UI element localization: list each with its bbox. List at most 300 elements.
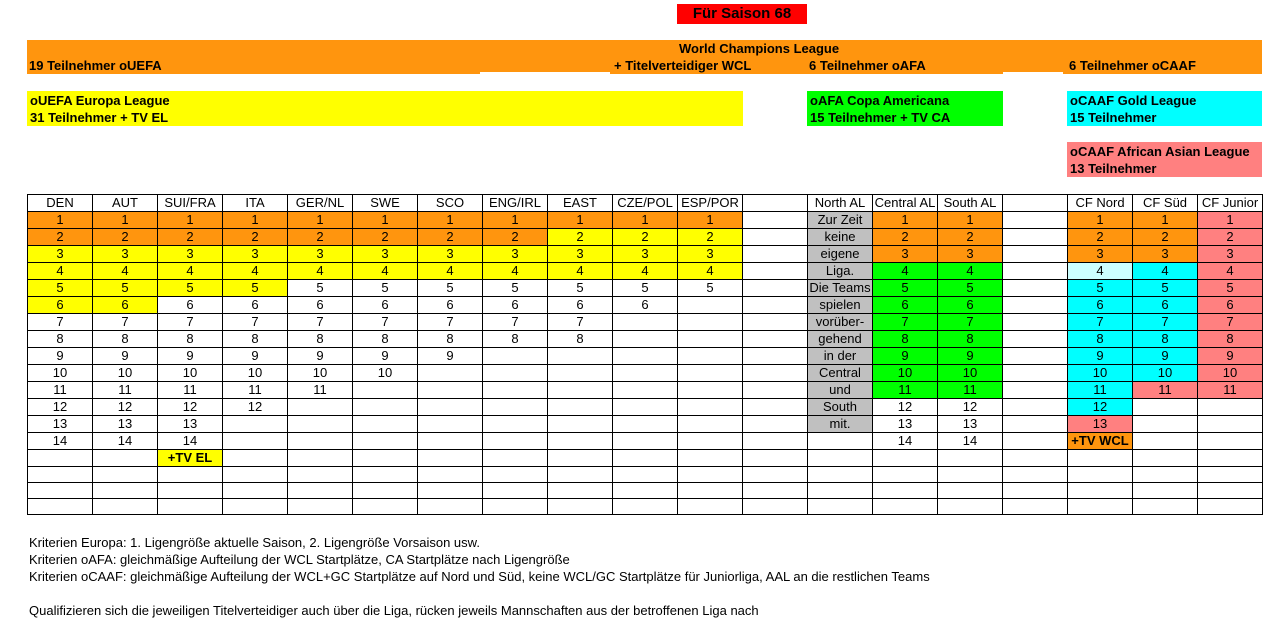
spacer-cell bbox=[743, 212, 808, 229]
europe-slot-cell: 3 bbox=[483, 246, 548, 263]
south-al-cell: 3 bbox=[938, 246, 1003, 263]
europe-slot-cell: 2 bbox=[28, 229, 93, 246]
europe-slot-cell: 4 bbox=[223, 263, 288, 280]
europe-slot-cell bbox=[353, 433, 418, 450]
europe-slot-cell bbox=[93, 483, 158, 499]
spacer-cell bbox=[1003, 331, 1068, 348]
europe-slot-cell bbox=[28, 499, 93, 515]
europe-slot-cell bbox=[93, 467, 158, 483]
copa-americana-title: oAFA Copa Americana bbox=[810, 93, 950, 108]
central-al-cell: 10 bbox=[873, 365, 938, 382]
europe-slot-cell bbox=[613, 365, 678, 382]
cf-nord-cell: 6 bbox=[1068, 297, 1133, 314]
cf-sued-cell: 7 bbox=[1133, 314, 1198, 331]
europe-slot-cell bbox=[158, 499, 223, 515]
europe-slot-cell: 6 bbox=[93, 297, 158, 314]
europe-slot-cell: 11 bbox=[223, 382, 288, 399]
europe-slot-cell: 1 bbox=[223, 212, 288, 229]
europe-slot-cell: 10 bbox=[158, 365, 223, 382]
cf-nord-cell: 2 bbox=[1068, 229, 1133, 246]
europe-slot-cell bbox=[548, 365, 613, 382]
europe-slot-cell bbox=[418, 450, 483, 467]
north-al-cell bbox=[808, 467, 873, 483]
europe-slot-cell bbox=[613, 483, 678, 499]
europe-slot-cell bbox=[483, 450, 548, 467]
table-row bbox=[28, 280, 1263, 297]
europe-slot-cell bbox=[353, 382, 418, 399]
europe-slot-cell: 13 bbox=[158, 416, 223, 433]
spacer-cell bbox=[743, 246, 808, 263]
europe-slot-cell bbox=[548, 348, 613, 365]
column-header: ESP/POR bbox=[678, 195, 743, 212]
central-al-cell bbox=[873, 467, 938, 483]
europe-slot-cell bbox=[613, 382, 678, 399]
europe-slot-cell: 8 bbox=[158, 331, 223, 348]
europe-slot-cell bbox=[483, 433, 548, 450]
table-row bbox=[28, 263, 1263, 280]
note-criteria-afa: Kriterien oAFA: gleichmäßige Aufteilung der WCL Startplätze, CA Startplätze nach Ligengröße bbox=[29, 552, 570, 567]
cf-junior-cell: 3 bbox=[1198, 246, 1263, 263]
cf-sued-cell bbox=[1133, 467, 1198, 483]
europe-slot-cell bbox=[353, 499, 418, 515]
europe-slot-cell: 1 bbox=[353, 212, 418, 229]
spacer-cell bbox=[743, 263, 808, 280]
europe-slot-cell: 6 bbox=[28, 297, 93, 314]
europe-slot-cell: 4 bbox=[483, 263, 548, 280]
cf-sued-cell: 9 bbox=[1133, 348, 1198, 365]
column-header: DEN bbox=[28, 195, 93, 212]
europe-slot-cell: 5 bbox=[548, 280, 613, 297]
europe-slot-cell: 12 bbox=[158, 399, 223, 416]
north-al-cell bbox=[808, 499, 873, 515]
europe-slot-cell: 14 bbox=[158, 433, 223, 450]
europe-slot-cell bbox=[288, 433, 353, 450]
note-criteria-europe: Kriterien Europa: 1. Ligengröße aktuelle Saison, 2. Ligengröße Vorsaison usw. bbox=[29, 535, 480, 550]
europe-slot-cell bbox=[483, 348, 548, 365]
europe-slot-cell bbox=[613, 450, 678, 467]
spacer-cell bbox=[743, 467, 808, 483]
europe-slot-cell: 9 bbox=[93, 348, 158, 365]
cf-junior-cell: 11 bbox=[1198, 382, 1263, 399]
table-row bbox=[28, 399, 1263, 416]
cf-nord-cell: 11 bbox=[1068, 382, 1133, 399]
spacer-cell bbox=[743, 416, 808, 433]
europe-slot-cell bbox=[288, 483, 353, 499]
central-al-cell: 13 bbox=[873, 416, 938, 433]
europe-slot-cell: 14 bbox=[93, 433, 158, 450]
table-row bbox=[28, 382, 1263, 399]
cf-junior-cell: 6 bbox=[1198, 297, 1263, 314]
spacer-cell bbox=[1003, 229, 1068, 246]
europe-slot-cell bbox=[548, 499, 613, 515]
north-al-cell: mit. bbox=[808, 416, 873, 433]
europe-slot-cell: 10 bbox=[93, 365, 158, 382]
europe-slot-cell: 8 bbox=[288, 331, 353, 348]
europe-slot-cell: 1 bbox=[613, 212, 678, 229]
spacer-cell bbox=[1003, 416, 1068, 433]
spacer-cell bbox=[743, 450, 808, 467]
europe-slot-cell: 4 bbox=[548, 263, 613, 280]
europe-slot-cell bbox=[613, 314, 678, 331]
central-al-cell: 3 bbox=[873, 246, 938, 263]
europe-slot-cell: 4 bbox=[353, 263, 418, 280]
column-header bbox=[1003, 195, 1068, 212]
europe-slot-cell: 5 bbox=[28, 280, 93, 297]
table-row bbox=[28, 246, 1263, 263]
cf-junior-cell bbox=[1198, 450, 1263, 467]
column-header: SCO bbox=[418, 195, 483, 212]
europe-slot-cell: 2 bbox=[418, 229, 483, 246]
europe-slot-cell: 9 bbox=[353, 348, 418, 365]
cf-junior-cell: 1 bbox=[1198, 212, 1263, 229]
europe-slot-cell bbox=[418, 365, 483, 382]
table-header-row bbox=[28, 195, 1263, 212]
column-header: EAST bbox=[548, 195, 613, 212]
spacer-cell bbox=[1003, 348, 1068, 365]
europe-slot-cell: 2 bbox=[548, 229, 613, 246]
spacer-cell bbox=[743, 348, 808, 365]
europe-slot-cell: 4 bbox=[288, 263, 353, 280]
african-asian-league-title: oCAAF African Asian League bbox=[1070, 144, 1250, 159]
europe-slot-cell bbox=[678, 433, 743, 450]
cf-junior-cell bbox=[1198, 483, 1263, 499]
south-al-cell bbox=[938, 483, 1003, 499]
europe-slot-cell: 12 bbox=[93, 399, 158, 416]
spacer-cell bbox=[743, 314, 808, 331]
central-al-cell: 9 bbox=[873, 348, 938, 365]
north-al-cell: und bbox=[808, 382, 873, 399]
cf-nord-cell bbox=[1068, 483, 1133, 499]
table-row bbox=[28, 229, 1263, 246]
north-al-cell: South bbox=[808, 399, 873, 416]
europe-slot-cell: 9 bbox=[158, 348, 223, 365]
europe-slot-cell: 7 bbox=[483, 314, 548, 331]
europe-slot-cell bbox=[678, 365, 743, 382]
spacer-cell bbox=[1003, 499, 1068, 515]
wcl-caaf-participants: 6 Teilnehmer oCAAF bbox=[1069, 58, 1196, 73]
spacer-cell bbox=[743, 229, 808, 246]
europe-slot-cell bbox=[353, 399, 418, 416]
south-al-cell: 14 bbox=[938, 433, 1003, 450]
europe-slot-cell: 2 bbox=[678, 229, 743, 246]
europe-slot-cell bbox=[223, 416, 288, 433]
north-al-cell: in der bbox=[808, 348, 873, 365]
europe-slot-cell bbox=[28, 467, 93, 483]
cf-nord-cell: 9 bbox=[1068, 348, 1133, 365]
column-header: ENG/IRL bbox=[483, 195, 548, 212]
europe-slot-cell: 1 bbox=[28, 212, 93, 229]
europe-slot-cell: 3 bbox=[418, 246, 483, 263]
europe-slot-cell: 5 bbox=[353, 280, 418, 297]
spacer-cell bbox=[1003, 263, 1068, 280]
europe-slot-cell: 3 bbox=[288, 246, 353, 263]
cf-junior-cell: 9 bbox=[1198, 348, 1263, 365]
europe-slot-cell: 6 bbox=[613, 297, 678, 314]
south-al-cell: 4 bbox=[938, 263, 1003, 280]
north-al-cell: Liga. bbox=[808, 263, 873, 280]
cf-junior-cell: 7 bbox=[1198, 314, 1263, 331]
south-al-cell: 10 bbox=[938, 365, 1003, 382]
north-al-cell: spielen bbox=[808, 297, 873, 314]
north-al-cell: vorüber- bbox=[808, 314, 873, 331]
column-header: CF Junior bbox=[1198, 195, 1263, 212]
europe-slot-cell: 13 bbox=[28, 416, 93, 433]
europe-slot-cell: 5 bbox=[223, 280, 288, 297]
cf-junior-cell bbox=[1198, 467, 1263, 483]
cf-sued-cell: 10 bbox=[1133, 365, 1198, 382]
europe-slot-cell: 4 bbox=[613, 263, 678, 280]
copa-americana-box bbox=[807, 91, 1003, 126]
table-row bbox=[28, 467, 1263, 483]
europe-slot-cell bbox=[483, 416, 548, 433]
cf-nord-cell: 3 bbox=[1068, 246, 1133, 263]
cf-nord-cell: +TV WCL bbox=[1068, 433, 1133, 450]
column-header: AUT bbox=[93, 195, 158, 212]
europe-slot-cell bbox=[613, 399, 678, 416]
europe-slot-cell: 14 bbox=[28, 433, 93, 450]
cf-sued-cell bbox=[1133, 433, 1198, 450]
europe-slot-cell: 5 bbox=[93, 280, 158, 297]
europe-slot-cell bbox=[418, 467, 483, 483]
europe-slot-cell: 2 bbox=[353, 229, 418, 246]
europe-slot-cell: 8 bbox=[418, 331, 483, 348]
europe-slot-cell: 10 bbox=[223, 365, 288, 382]
europe-slot-cell bbox=[418, 382, 483, 399]
europe-slot-cell: 4 bbox=[418, 263, 483, 280]
europe-slot-cell: 1 bbox=[418, 212, 483, 229]
spacer-cell bbox=[743, 399, 808, 416]
europe-slot-cell bbox=[548, 416, 613, 433]
central-al-cell: 4 bbox=[873, 263, 938, 280]
cf-nord-cell: 5 bbox=[1068, 280, 1133, 297]
europe-slot-cell: 4 bbox=[93, 263, 158, 280]
column-header: South AL bbox=[938, 195, 1003, 212]
europe-slot-cell bbox=[678, 297, 743, 314]
europe-slot-cell bbox=[223, 483, 288, 499]
spacer-cell bbox=[743, 280, 808, 297]
cf-junior-cell: 10 bbox=[1198, 365, 1263, 382]
spacer-cell bbox=[1003, 297, 1068, 314]
cf-sued-cell: 5 bbox=[1133, 280, 1198, 297]
south-al-cell: 5 bbox=[938, 280, 1003, 297]
europe-slot-cell bbox=[223, 499, 288, 515]
table-row bbox=[28, 348, 1263, 365]
spacer-cell bbox=[743, 483, 808, 499]
spacer-cell bbox=[1003, 450, 1068, 467]
europe-slot-cell: 5 bbox=[288, 280, 353, 297]
europe-slot-cell bbox=[288, 416, 353, 433]
europe-slot-cell: 9 bbox=[418, 348, 483, 365]
cf-nord-cell bbox=[1068, 467, 1133, 483]
europe-slot-cell: 7 bbox=[223, 314, 288, 331]
europe-slot-cell bbox=[158, 467, 223, 483]
europe-slot-cell bbox=[28, 483, 93, 499]
europe-slot-cell: 3 bbox=[353, 246, 418, 263]
europe-slot-cell: 10 bbox=[28, 365, 93, 382]
north-al-cell bbox=[808, 483, 873, 499]
north-al-cell: Central bbox=[808, 365, 873, 382]
europe-slot-cell: 8 bbox=[483, 331, 548, 348]
cf-sued-cell bbox=[1133, 450, 1198, 467]
south-al-cell: 2 bbox=[938, 229, 1003, 246]
europe-slot-cell: 13 bbox=[93, 416, 158, 433]
europe-slot-cell: 5 bbox=[678, 280, 743, 297]
europe-slot-cell: 11 bbox=[28, 382, 93, 399]
cf-sued-cell: 6 bbox=[1133, 297, 1198, 314]
spacer-cell bbox=[743, 382, 808, 399]
central-al-cell: 1 bbox=[873, 212, 938, 229]
north-al-cell: eigene bbox=[808, 246, 873, 263]
table-row bbox=[28, 314, 1263, 331]
cf-sued-cell bbox=[1133, 399, 1198, 416]
europe-slot-cell bbox=[483, 399, 548, 416]
europe-slot-cell: 1 bbox=[93, 212, 158, 229]
column-header: CF Nord bbox=[1068, 195, 1133, 212]
cf-sued-cell bbox=[1133, 416, 1198, 433]
europe-slot-cell: 1 bbox=[158, 212, 223, 229]
europe-slot-cell: 1 bbox=[548, 212, 613, 229]
europe-slot-cell bbox=[483, 382, 548, 399]
europe-slot-cell: 7 bbox=[28, 314, 93, 331]
europe-slot-cell bbox=[353, 450, 418, 467]
spacer-cell bbox=[1003, 365, 1068, 382]
europe-slot-cell: 2 bbox=[288, 229, 353, 246]
wcl-divider bbox=[1003, 72, 1063, 74]
europe-slot-cell: 6 bbox=[548, 297, 613, 314]
europe-slot-cell bbox=[353, 416, 418, 433]
europe-slot-cell: 6 bbox=[223, 297, 288, 314]
europe-slot-cell: 6 bbox=[288, 297, 353, 314]
europe-slot-cell bbox=[353, 467, 418, 483]
europe-slot-cell bbox=[548, 467, 613, 483]
table-row bbox=[28, 212, 1263, 229]
gold-league-title: oCAAF Gold League bbox=[1070, 93, 1197, 108]
europe-slot-cell: 2 bbox=[613, 229, 678, 246]
spacer-cell bbox=[1003, 382, 1068, 399]
europe-slot-cell bbox=[288, 399, 353, 416]
spacer-cell bbox=[743, 331, 808, 348]
europe-slot-cell bbox=[678, 331, 743, 348]
europe-slot-cell: 3 bbox=[158, 246, 223, 263]
south-al-cell: 12 bbox=[938, 399, 1003, 416]
cf-nord-cell: 8 bbox=[1068, 331, 1133, 348]
wcl-title-defender: + Titelverteidiger WCL bbox=[614, 58, 752, 73]
europe-slot-cell bbox=[483, 499, 548, 515]
europe-slot-cell bbox=[678, 382, 743, 399]
cf-junior-cell bbox=[1198, 416, 1263, 433]
europe-slot-cell: 1 bbox=[678, 212, 743, 229]
central-al-cell: 8 bbox=[873, 331, 938, 348]
south-al-cell: 7 bbox=[938, 314, 1003, 331]
cf-junior-cell: 8 bbox=[1198, 331, 1263, 348]
cf-junior-cell bbox=[1198, 499, 1263, 515]
cf-nord-cell: 10 bbox=[1068, 365, 1133, 382]
europe-slot-cell: 12 bbox=[223, 399, 288, 416]
europe-slot-cell: 5 bbox=[613, 280, 678, 297]
central-al-cell bbox=[873, 450, 938, 467]
europe-slot-cell bbox=[613, 433, 678, 450]
europe-slot-cell: 3 bbox=[548, 246, 613, 263]
cf-nord-cell: 4 bbox=[1068, 263, 1133, 280]
europe-slot-cell bbox=[288, 467, 353, 483]
europe-slot-cell bbox=[548, 450, 613, 467]
central-al-cell: 6 bbox=[873, 297, 938, 314]
europe-slot-cell bbox=[418, 399, 483, 416]
spacer-cell bbox=[743, 499, 808, 515]
europe-slot-cell: 5 bbox=[418, 280, 483, 297]
column-header: SWE bbox=[353, 195, 418, 212]
europe-slot-cell bbox=[158, 483, 223, 499]
north-al-cell bbox=[808, 433, 873, 450]
north-al-cell: Die Teams bbox=[809, 280, 871, 295]
south-al-cell: 13 bbox=[938, 416, 1003, 433]
spacer-cell bbox=[1003, 314, 1068, 331]
cf-nord-cell bbox=[1068, 499, 1133, 515]
note-criteria-caaf: Kriterien oCAAF: gleichmäßige Aufteilung der WCL+GC Startplätze auf Nord und Süd, keine WCL/GC Startplätze für Juniorliga, AAL an die restlichen Teams bbox=[29, 569, 930, 584]
cf-sued-cell: 11 bbox=[1133, 382, 1198, 399]
cf-sued-cell: 4 bbox=[1133, 263, 1198, 280]
europe-slot-cell: 7 bbox=[353, 314, 418, 331]
europe-slot-cell bbox=[678, 399, 743, 416]
europe-slot-cell: 7 bbox=[93, 314, 158, 331]
europe-slot-cell bbox=[548, 483, 613, 499]
league-allocation-table bbox=[27, 194, 1263, 515]
europe-slot-cell: 3 bbox=[678, 246, 743, 263]
europe-slot-cell: 3 bbox=[28, 246, 93, 263]
europe-slot-cell: 7 bbox=[548, 314, 613, 331]
europe-slot-cell: 4 bbox=[158, 263, 223, 280]
europe-slot-cell bbox=[678, 483, 743, 499]
europe-slot-cell: 10 bbox=[353, 365, 418, 382]
europe-slot-cell: 11 bbox=[93, 382, 158, 399]
column-header: GER/NL bbox=[288, 195, 353, 212]
spacer-cell bbox=[1003, 467, 1068, 483]
column-header: North AL bbox=[808, 195, 873, 212]
south-al-cell bbox=[938, 450, 1003, 467]
column-header bbox=[743, 195, 808, 212]
south-al-cell bbox=[938, 467, 1003, 483]
europe-slot-cell bbox=[548, 382, 613, 399]
spacer-cell bbox=[1003, 433, 1068, 450]
north-al-cell: Zur Zeit bbox=[808, 212, 873, 229]
cf-sued-cell: 8 bbox=[1133, 331, 1198, 348]
cf-junior-cell: 5 bbox=[1198, 280, 1263, 297]
europe-slot-cell: 7 bbox=[288, 314, 353, 331]
europe-slot-cell bbox=[483, 365, 548, 382]
north-al-cell: gehend bbox=[808, 331, 873, 348]
central-al-cell: 11 bbox=[873, 382, 938, 399]
table-row bbox=[28, 499, 1263, 515]
europe-slot-cell bbox=[418, 483, 483, 499]
europe-slot-cell bbox=[93, 450, 158, 467]
europe-slot-cell bbox=[353, 483, 418, 499]
europe-slot-cell bbox=[28, 450, 93, 467]
europe-slot-cell: 2 bbox=[483, 229, 548, 246]
south-al-cell: 8 bbox=[938, 331, 1003, 348]
copa-americana-participants: 15 Teilnehmer + TV CA bbox=[810, 110, 951, 125]
spacer-cell bbox=[1003, 483, 1068, 499]
central-al-cell: 12 bbox=[873, 399, 938, 416]
europe-slot-cell bbox=[418, 416, 483, 433]
african-asian-league-box bbox=[1067, 142, 1262, 177]
cf-sued-cell bbox=[1133, 483, 1198, 499]
europe-slot-cell bbox=[223, 450, 288, 467]
europe-slot-cell: 9 bbox=[223, 348, 288, 365]
central-al-cell: 5 bbox=[873, 280, 938, 297]
europe-slot-cell: 4 bbox=[28, 263, 93, 280]
europe-slot-cell bbox=[678, 416, 743, 433]
table-row bbox=[28, 433, 1263, 450]
